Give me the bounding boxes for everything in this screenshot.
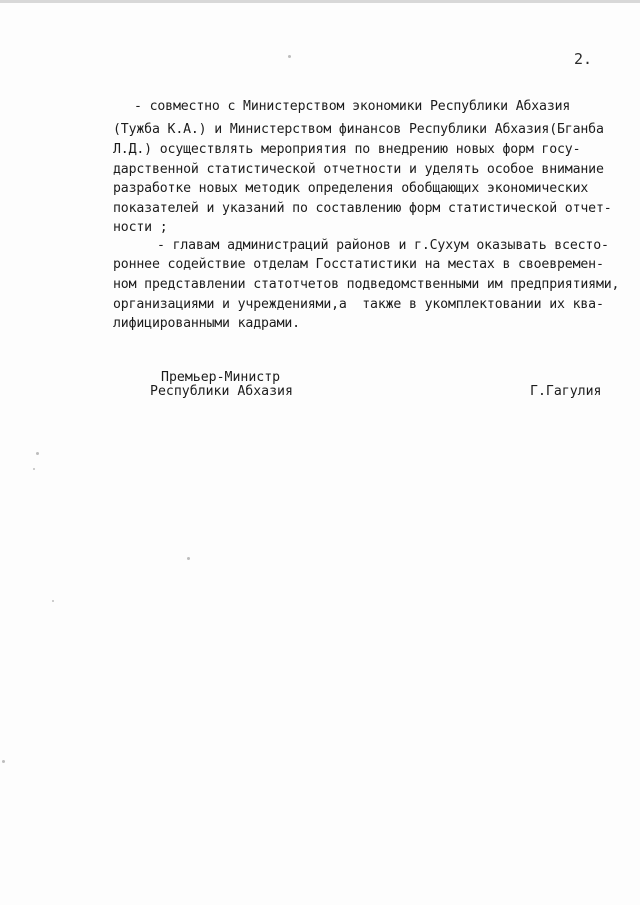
body-line: разработке новых методик определения обобщающих экономических <box>113 181 589 196</box>
body-line: ности ; <box>113 220 168 235</box>
body-line: показателей и указаний по составлению форм статистической отчет- <box>113 201 612 216</box>
body-line: - главам администраций районов и г.Сухум оказывать всесто- <box>157 238 609 253</box>
signatory-name: Г.Гагулия <box>530 384 602 399</box>
signatory-title: Республики Абхазия <box>150 384 293 399</box>
scan-top-edge <box>0 0 640 3</box>
body-line: (Тужба К.А.) и Министерством финансов Республики Абхазия(Бганба <box>113 122 604 137</box>
body-line: Л.Д.) осуществлять мероприятия по внедрению новых форм госу- <box>113 142 581 157</box>
scan-speck <box>288 55 291 58</box>
page-number: 2. <box>574 50 593 68</box>
scan-speck <box>187 557 190 560</box>
scan-speck <box>52 600 54 602</box>
body-line: ном представлении статотчетов подведомственными им предприятиями, <box>113 277 620 292</box>
body-line: дарственной статистической отчетности и уделять особое внимание <box>113 162 604 177</box>
body-line: роннее содействие отделам Госстатистики на местах в своевремен- <box>113 257 604 272</box>
scan-speck <box>33 468 35 470</box>
signatory-title: Премьер-Министр <box>161 370 281 385</box>
scan-speck <box>2 760 5 763</box>
body-line: организациями и учреждениями,а также в укомплектовании их ква- <box>113 297 604 312</box>
body-line: - совместно с Министерством экономики Республики Абхазия <box>134 99 571 114</box>
scan-speck <box>36 452 39 455</box>
body-line: лифицированными кадрами. <box>113 316 300 331</box>
